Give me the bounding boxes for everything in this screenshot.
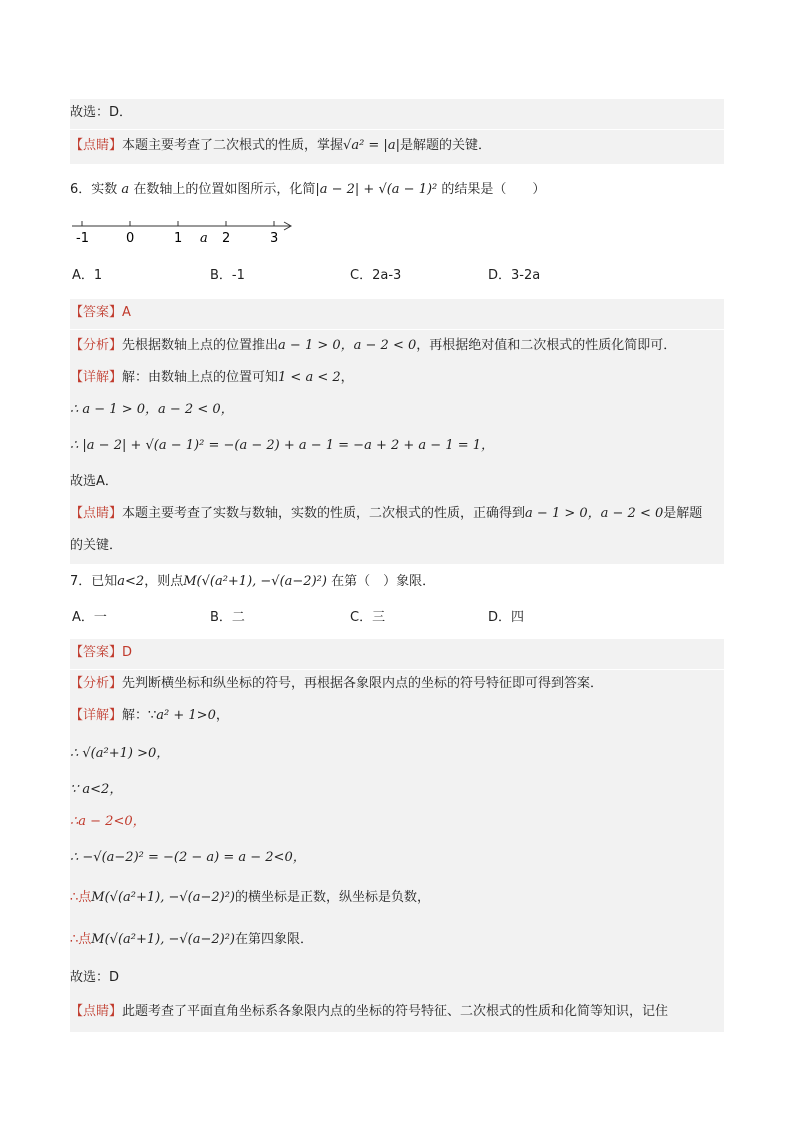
q6-text-2: 在数轴上的位置如图所示，化简	[133, 182, 316, 197]
remark-text: 本题主要考查了实数与数轴，实数的性质，二次根式的性质，正确得到	[122, 506, 526, 521]
detail-formula: 1 < a < 2	[278, 370, 341, 385]
q6-text: 6．实数	[70, 182, 118, 197]
remark-text: 此题考查了平面直角坐标系各象限内点的坐标的符号特征、二次根式的性质和化简等知识，记住	[122, 1004, 669, 1019]
remark-tag: 【点睛】	[70, 138, 123, 153]
answer-line	[70, 639, 724, 669]
option-b: B．-1	[210, 268, 245, 283]
step-formula: M(√(a²+1), −√(a−2)²)	[91, 932, 235, 947]
remark-tag: 【点睛】	[70, 1004, 123, 1019]
analysis-tag: 【分析】	[70, 676, 123, 691]
tick-label: a	[200, 231, 208, 246]
step-text-end: 的横坐标是正数，纵坐标是负数，	[235, 890, 431, 905]
detail-text-end: ，	[215, 708, 229, 723]
step-formula: ∴a − 2<0，	[70, 814, 146, 829]
option-c: C．三	[350, 610, 386, 625]
choice-text: 故选A．	[70, 474, 118, 489]
analysis-formula: a − 1 > 0，a − 2 < 0	[278, 338, 417, 353]
q7-point: M(√(a²+1), −√(a−2)²)	[183, 574, 327, 589]
remark-text-end: 是解题的关键．	[399, 138, 491, 153]
remark-text: 本题主要考查了二次根式的性质，掌握	[122, 138, 344, 153]
step-line	[70, 880, 724, 924]
step-line	[70, 808, 724, 840]
step-line	[70, 736, 724, 780]
number-line	[70, 218, 300, 248]
option-d: D．3-2a	[488, 268, 541, 283]
step-line	[70, 776, 724, 808]
question-7	[70, 572, 724, 592]
remark-text: 的关键．	[70, 538, 123, 553]
step-text: ∴点	[70, 932, 92, 947]
question-6	[70, 180, 724, 200]
step-line	[70, 840, 724, 884]
detail-line	[70, 702, 724, 736]
step-line	[70, 428, 724, 472]
remark-line	[70, 500, 724, 534]
analysis-text: 先根据数轴上点的位置推出	[122, 338, 279, 353]
remark-formula: a − 1 > 0，a − 2 < 0	[525, 506, 664, 521]
step-formula: ∴ −√(a−2)² = −(2 − a) = a − 2<0，	[70, 850, 306, 865]
option-d: D．四	[488, 610, 525, 625]
choice-line	[70, 468, 724, 500]
remark-tag: 【点睛】	[70, 506, 123, 521]
tick-label: 2	[222, 231, 231, 246]
answer-choice-line	[70, 99, 724, 129]
answer-tag: 【答案】	[70, 645, 123, 660]
detail-tag: 【详解】	[70, 708, 123, 723]
detail-formula: a² + 1>0	[156, 708, 216, 723]
q6-formula: |a − 2| + √(a − 1)²	[315, 182, 438, 197]
step-text-end: 在第四象限．	[235, 932, 314, 947]
option-a: A．一	[72, 610, 107, 625]
analysis-text-end: ，再根据绝对值和二次根式的性质化简即可．	[416, 338, 677, 353]
tick-label: -1	[76, 231, 89, 246]
step-formula: ∴ a − 1 > 0，a − 2 < 0，	[70, 402, 234, 417]
answer-line	[70, 299, 724, 329]
answer-value: D	[122, 645, 133, 660]
tick-label: 3	[270, 231, 279, 246]
q7-formula: a<2	[117, 574, 145, 589]
analysis-tag: 【分析】	[70, 338, 123, 353]
step-text: ∴点	[70, 890, 92, 905]
step-line	[70, 922, 724, 966]
step-formula: M(√(a²+1), −√(a−2)²)	[91, 890, 235, 905]
analysis-line	[70, 670, 724, 702]
q6-var: a	[121, 182, 130, 197]
choice-line	[70, 964, 724, 996]
detail-text: 解：∵	[122, 708, 157, 723]
detail-text-end: ，	[340, 370, 354, 385]
q7-text-3: 在第（ ）象限．	[331, 574, 436, 589]
q7-text-2: ，则点	[144, 574, 184, 589]
choice-text: 故选：D	[70, 970, 120, 985]
step-formula: ∵ a<2，	[70, 782, 123, 797]
answer-value: A	[122, 305, 131, 320]
detail-text: 解：由数轴上点的位置可知	[122, 370, 279, 385]
tick-label: 0	[126, 231, 135, 246]
option-b: B．二	[210, 610, 245, 625]
option-c: C．2a-3	[350, 268, 402, 283]
detail-tag: 【详解】	[70, 370, 123, 385]
answer-tag: 【答案】	[70, 305, 123, 320]
remark-line	[70, 996, 724, 1032]
remark-line	[70, 130, 724, 164]
step-formula: ∴ √(a²+1) >0，	[70, 746, 170, 761]
option-a: A．1	[72, 268, 103, 283]
q7-text: 7．已知	[70, 574, 118, 589]
analysis-text: 先判断横坐标和纵坐标的符号，再根据各象限内点的坐标的符号特征即可得到答案．	[122, 676, 604, 691]
step-line	[70, 396, 724, 428]
step-formula: ∴ |a − 2| + √(a − 1)² = −(a − 2) + a − 1 = −a + 2 + a − 1 = 1，	[70, 438, 495, 453]
q6-text-3: 的结果是（ ）	[441, 182, 546, 197]
tick-label: 1	[174, 231, 183, 246]
formula: √a² = |a|	[343, 138, 400, 153]
analysis-line	[70, 330, 724, 364]
detail-line	[70, 364, 724, 396]
remark-text-end: 是解题	[663, 506, 703, 521]
choice-text: 故选：D．	[70, 105, 133, 120]
remark-continued	[70, 532, 724, 564]
